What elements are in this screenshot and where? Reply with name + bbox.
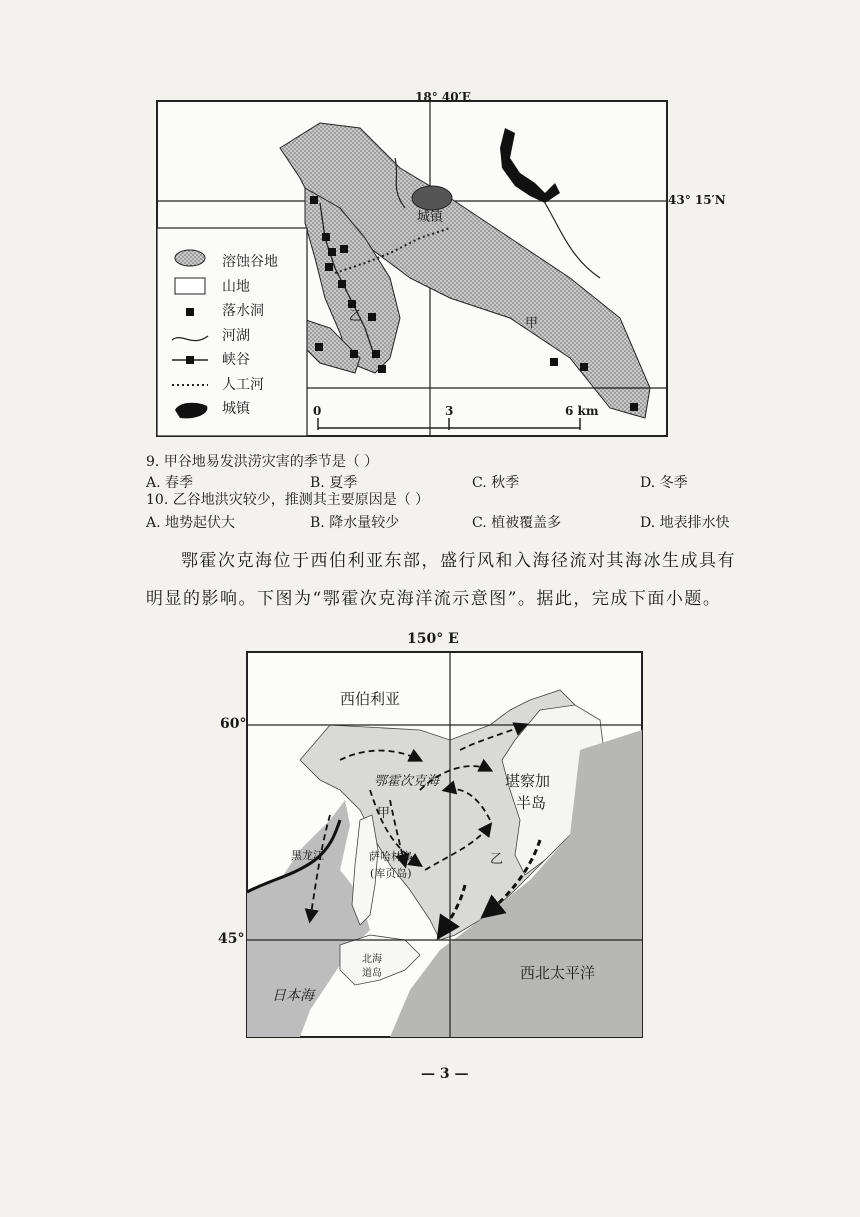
legend-town: 城镇 (222, 401, 250, 417)
legend-river-lake: 河湖 (222, 327, 250, 344)
q10-option-c: C. 植被覆盖多 (472, 515, 562, 531)
q9-option-d: D. 冬季 (640, 475, 688, 491)
label-hokkaido-2: 道岛 (362, 968, 382, 979)
label-siberia: 西伯利亚 (340, 690, 401, 708)
label-amur: 黑龙江 (291, 849, 324, 862)
legend-sinkhole: 落水洞 (222, 303, 264, 319)
legend-canal: 人工河 (222, 376, 264, 393)
legend-mountain: 山地 (222, 278, 250, 295)
label-kamchatka-1: 堪察加 (505, 772, 551, 790)
map2-longitude-label: 150° E (407, 631, 459, 647)
page-number: — 3 — (421, 1066, 469, 1082)
question-9-stem: 9. 甲谷地易发洪涝灾害的季节是（ ） (146, 454, 379, 470)
scale-zero: 0 (313, 404, 322, 418)
label-kamchatka-2: 半岛 (516, 794, 547, 812)
map2-lat45-label: 45° (218, 931, 245, 947)
label-jia: 甲 (377, 806, 391, 821)
intro-line-2: 明显的影响。下图为“鄂霍次克海洋流示意图”。据此，完成下面小题。 (146, 589, 722, 609)
map1-legend (222, 250, 278, 422)
label-sakhalin-1: 萨哈林岛 (369, 850, 413, 863)
question-10-stem: 10. 乙谷地洪灾较少，推测其主要原因是（ ） (146, 492, 430, 508)
map1-latitude-label: 43° 15′N (668, 193, 726, 207)
label-japan-sea: 日本海 (272, 988, 314, 1004)
q10-option-b: B. 降水量较少 (310, 515, 400, 531)
label-hokkaido-1: 北海 (362, 954, 382, 965)
q10-option-d: D. 地表排水快 (640, 515, 730, 531)
label-sakhalin-2: (库页岛) (370, 867, 412, 880)
map2-lat60-label: 60° (220, 716, 247, 732)
legend-gorge: 峡谷 (222, 352, 250, 368)
map1-valley-yi-label: 乙 (349, 309, 363, 324)
label-okhotsk-sea: 鄂霍次克海 (374, 774, 440, 789)
legend-karst-valley: 溶蚀谷地 (222, 254, 278, 270)
label-nw-pacific: 西北太平洋 (520, 964, 596, 982)
q9-option-c: C. 秋季 (472, 475, 520, 491)
label-yi: 乙 (490, 852, 504, 867)
map1-valley-jia-label: 甲 (525, 316, 539, 331)
intro-line-1: 鄂霍次克海位于西伯利亚东部，盛行风和入海径流对其海冰生成具有 (181, 551, 736, 571)
scale-end: 6 km (565, 404, 599, 418)
map1-longitude-label: 18° 40′E (415, 90, 471, 104)
q9-option-b: B. 夏季 (310, 475, 358, 491)
scale-mid: 3 (445, 404, 454, 418)
map1-town-label: 城镇 (417, 210, 444, 225)
q10-option-a: A. 地势起伏大 (146, 515, 236, 531)
q9-option-a: A. 春季 (146, 475, 194, 491)
